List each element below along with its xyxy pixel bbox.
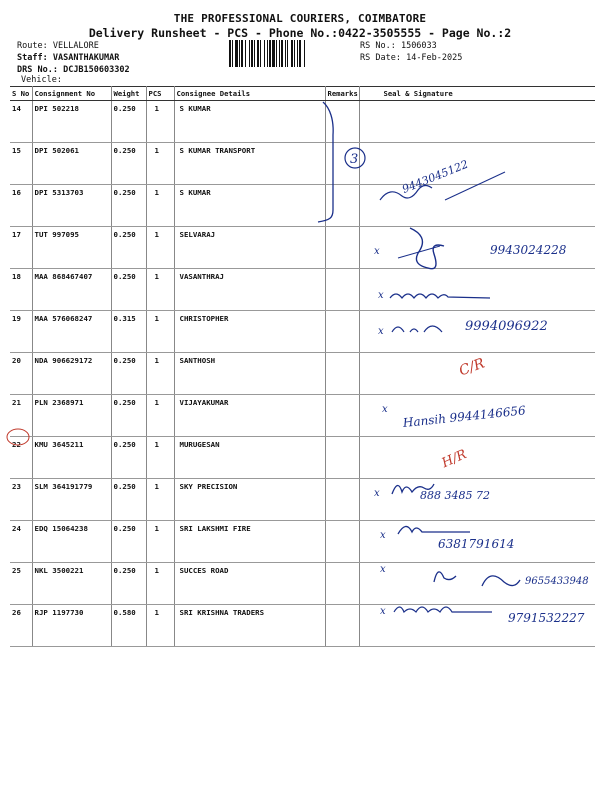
signature-tick: x (378, 326, 384, 337)
signature-phone-23: 888 3485 72 (420, 489, 490, 502)
rs-date-line (360, 53, 462, 64)
vehicle-line (21, 75, 62, 86)
table-row (10, 101, 595, 143)
signature-tick: x (374, 488, 380, 499)
table-row (10, 143, 595, 185)
remarks-cell (325, 605, 359, 647)
consignment-cell: EDQ 15064238 (32, 521, 111, 563)
consignment-cell: DPI 502218 (32, 101, 111, 143)
signature-cell (359, 437, 595, 479)
pcs-cell: 1 (146, 521, 174, 563)
signature-cell (359, 521, 595, 563)
consignment-cell: PLN 2368971 (32, 395, 111, 437)
remarks-cell (325, 311, 359, 353)
table-row (10, 563, 595, 605)
weight-cell: 0.250 (111, 185, 146, 227)
consignee-cell: SKY PRECISION (174, 479, 325, 521)
remarks-cell (325, 353, 359, 395)
weight-cell: 0.250 (111, 353, 146, 395)
staff-value: VASANTHAKUMAR (52, 53, 120, 63)
red-remark-20: C/R (457, 355, 487, 380)
sno-cell: 16 (10, 185, 32, 227)
header-consignment: Consignment No (32, 87, 111, 101)
signature-cell (359, 605, 595, 647)
consignee-cell: SRI KRISHNA TRADERS (174, 605, 325, 647)
pcs-cell: 1 (146, 437, 174, 479)
weight-cell: 0.250 (111, 395, 146, 437)
pcs-cell: 1 (146, 185, 174, 227)
consignee-cell: S KUMAR (174, 101, 325, 143)
signature-phone-24: 6381791614 (438, 537, 515, 551)
consignee-cell: SANTHOSH (174, 353, 325, 395)
signature-tick: x (380, 564, 386, 575)
weight-cell: 0.250 (111, 521, 146, 563)
sno-cell: 19 (10, 311, 32, 353)
weight-cell: 0.250 (111, 143, 146, 185)
table-row (10, 185, 595, 227)
header-weight: Weight (111, 87, 146, 101)
consignment-cell: KMU 3645211 (32, 437, 111, 479)
signature-cell (359, 185, 595, 227)
consignee-cell: SELVARAJ (174, 227, 325, 269)
signature-phone-15: 9443045122 (400, 157, 471, 196)
weight-cell: 0.315 (111, 311, 146, 353)
consignment-cell: NKL 3500221 (32, 563, 111, 605)
drs-value: DCJB150603302 (63, 65, 130, 75)
sno-cell: 18 (10, 269, 32, 311)
signature-cell (359, 353, 595, 395)
consignee-cell: CHRISTOPHER (174, 311, 325, 353)
consignee-cell: S KUMAR (174, 185, 325, 227)
remarks-cell (325, 395, 359, 437)
pcs-cell: 1 (146, 353, 174, 395)
drs-label: DRS No.: (17, 65, 58, 75)
signature-tick: x (382, 404, 388, 415)
weight-cell: 0.250 (111, 479, 146, 521)
document-subtitle: Delivery Runsheet - PCS - Phone No.:0422-3505555 - Page No.:2 (88, 26, 512, 40)
signature-phone-26: 9791532227 (508, 611, 585, 625)
remarks-cell (325, 563, 359, 605)
weight-cell: 0.250 (111, 563, 146, 605)
remarks-cell (325, 479, 359, 521)
runsheet-table (10, 86, 595, 647)
header-sno: S No (10, 87, 32, 101)
header-pcs: PCS (146, 87, 174, 101)
barcode-image (229, 40, 357, 67)
weight-cell: 0.250 (111, 227, 146, 269)
staff-line (17, 53, 119, 64)
sno-cell: 25 (10, 563, 32, 605)
sno-cell: 15 (10, 143, 32, 185)
signature-cell (359, 311, 595, 353)
signature-tick: x (378, 290, 384, 301)
signature-cell (359, 143, 595, 185)
consignment-cell: NDA 906629172 (32, 353, 111, 395)
weight-cell: 0.250 (111, 101, 146, 143)
sno-cell: 14 (10, 101, 32, 143)
signature-phone-19: 9994096922 (465, 319, 548, 334)
header-signature: Seal & Signature (359, 87, 595, 101)
header-consignee: Consignee Details (174, 87, 325, 101)
table-row (10, 479, 595, 521)
route-line (17, 41, 99, 52)
table-row (10, 395, 595, 437)
sno-cell: 23 (10, 479, 32, 521)
table-row (10, 521, 595, 563)
signature-cell (359, 269, 595, 311)
signature-cell (359, 479, 595, 521)
remarks-cell (325, 227, 359, 269)
consignee-cell: VIJAYAKUMAR (174, 395, 325, 437)
pcs-cell: 1 (146, 563, 174, 605)
consignee-cell: S KUMAR TRANSPORT (174, 143, 325, 185)
signature-tick: x (374, 246, 380, 257)
signature-tick: x (380, 606, 386, 617)
table-row (10, 605, 595, 647)
sno-cell: 17 (10, 227, 32, 269)
remarks-cell (325, 437, 359, 479)
sno-cell: 24 (10, 521, 32, 563)
consignment-cell: SLM 364191779 (32, 479, 111, 521)
consignee-cell: VASANTHRAJ (174, 269, 325, 311)
rs-date-value: 14-Feb-2025 (406, 53, 463, 63)
pcs-cell: 1 (146, 227, 174, 269)
consignment-cell: DPI 5313703 (32, 185, 111, 227)
route-value: VELLALORE (52, 41, 99, 51)
remarks-cell (325, 185, 359, 227)
pcs-cell: 1 (146, 101, 174, 143)
sno-cell: 20 (10, 353, 32, 395)
weight-cell: 0.250 (111, 269, 146, 311)
signature-cell (359, 227, 595, 269)
consignment-cell: TUT 997095 (32, 227, 111, 269)
pcs-cell: 1 (146, 605, 174, 647)
remarks-cell (325, 143, 359, 185)
table-row (10, 269, 595, 311)
rs-date-label: RS Date: (360, 53, 401, 63)
sno-cell: 21 (10, 395, 32, 437)
remark-group-number: 3 (350, 152, 359, 167)
consignment-cell: RJP 1197730 (32, 605, 111, 647)
consignment-cell: MAA 576068247 (32, 311, 111, 353)
staff-label: Staff: (17, 53, 48, 63)
pcs-cell: 1 (146, 311, 174, 353)
vehicle-label: Vehicle: (21, 75, 62, 85)
pcs-cell: 1 (146, 479, 174, 521)
weight-cell: 0.250 (111, 437, 146, 479)
signature-cell (359, 395, 595, 437)
sno-cell: 22 (10, 437, 32, 479)
signature-cell (359, 101, 595, 143)
table-header-row (10, 87, 595, 101)
table-row (10, 311, 595, 353)
remarks-cell (325, 101, 359, 143)
table-row (10, 227, 595, 269)
pcs-cell: 1 (146, 269, 174, 311)
pcs-cell: 1 (146, 395, 174, 437)
signature-phone-25: 9655433948 (525, 576, 589, 587)
rs-no-label: RS No.: (360, 41, 396, 51)
signature-cell (359, 563, 595, 605)
signature-tick: x (380, 530, 386, 541)
consignee-cell: SUCCES ROAD (174, 563, 325, 605)
remarks-cell (325, 521, 359, 563)
consignment-cell: DPI 502061 (32, 143, 111, 185)
table-row (10, 353, 595, 395)
table-row (10, 437, 595, 479)
header-remarks: Remarks (325, 87, 359, 101)
consignee-cell: SRI LAKSHMI FIRE (174, 521, 325, 563)
document-title: THE PROFESSIONAL COURIERS, COIMBATORE (173, 12, 427, 25)
route-label: Route: (17, 41, 48, 51)
weight-cell: 0.580 (111, 605, 146, 647)
sno-cell: 26 (10, 605, 32, 647)
signature-phone-17: 9943024228 (490, 243, 567, 257)
red-remark-22: H/R (439, 447, 470, 472)
rs-no-value: 1506033 (400, 41, 437, 51)
remarks-cell (325, 269, 359, 311)
signature-21: Hansih 9944146656 (402, 403, 527, 431)
rs-no-line (360, 41, 437, 52)
consignee-cell: MURUGESAN (174, 437, 325, 479)
consignment-cell: MAA 868467407 (32, 269, 111, 311)
pcs-cell: 1 (146, 143, 174, 185)
